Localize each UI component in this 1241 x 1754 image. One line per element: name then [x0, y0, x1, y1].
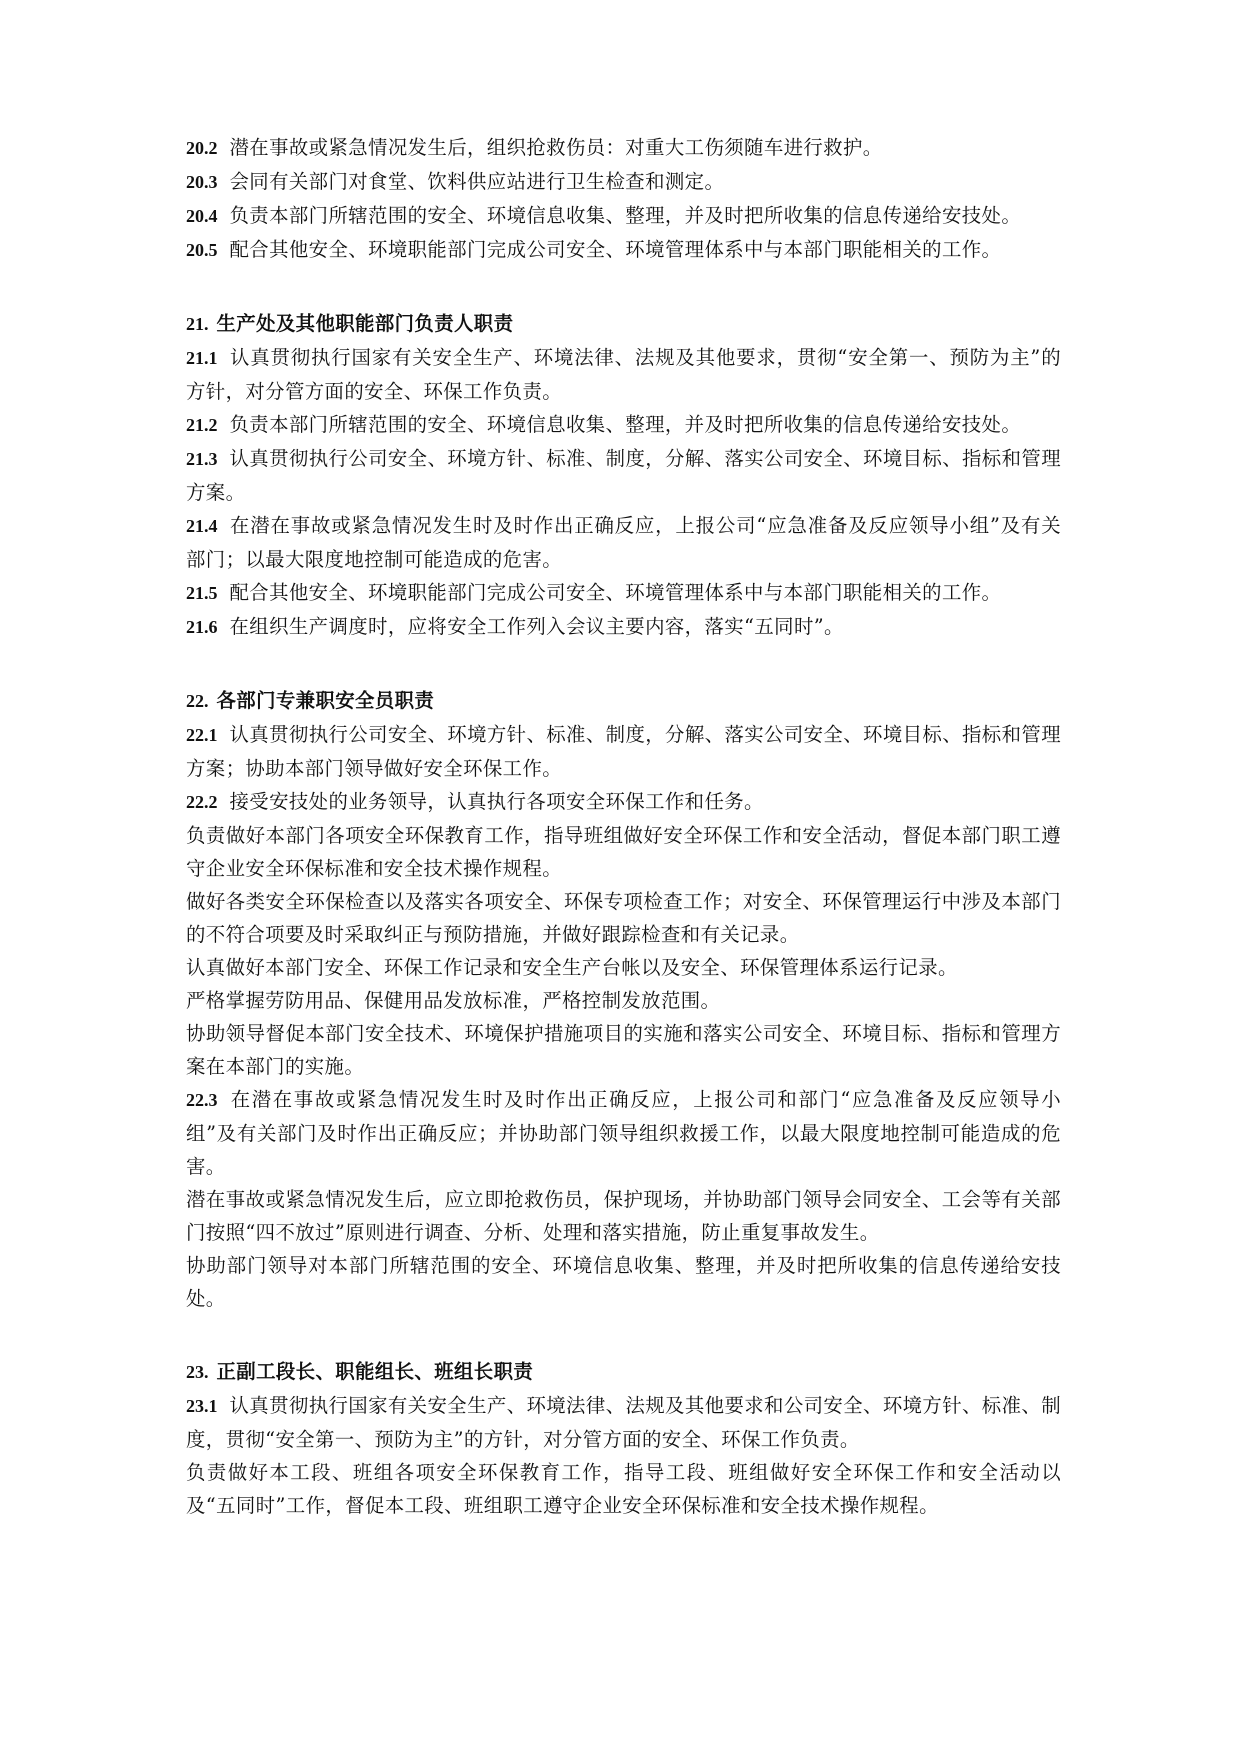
clause-paragraph	[186, 233, 1061, 267]
section-gap	[186, 644, 1061, 684]
clause-text: 潜在事故或紧急情况发生后，应立即抢救伤员，保护现场，并协助部门领导会同安全、工会等有关部门按照“四不放过”原则进行调查、分析、处理和落实措施，防止重复事故发生。	[186, 1188, 1061, 1244]
clause-text: 做好各类安全环保检查以及落实各项安全、环保专项检查工作；对安全、环保管理运行中涉及本部门的不符合项要及时采取纠正与预防措施，并做好跟踪检查和有关记录。	[186, 890, 1061, 946]
clause-paragraph	[186, 1183, 1061, 1249]
clause-paragraph	[186, 785, 1061, 819]
section-heading	[186, 307, 1061, 341]
clause-paragraph	[186, 1083, 1061, 1183]
clause-paragraph	[186, 819, 1061, 885]
section-heading	[186, 1355, 1061, 1389]
clause-text: 潜在事故或紧急情况发生后，组织抢救伤员：对重大工伤须随车进行救护。	[229, 136, 883, 159]
clause-text: 配合其他安全、环境职能部门完成公司安全、环境管理体系中与本部门职能相关的工作。	[229, 581, 1002, 604]
clause-text: 认真贯彻执行国家有关安全生产、环境法律、法规及其他要求和公司安全、环境方针、标准、制度，贯彻“安全第一、预防为主”的方针，对分管方面的安全、环保工作负责。	[186, 1394, 1061, 1451]
clause-paragraph	[186, 509, 1061, 576]
clause-paragraph	[186, 1249, 1061, 1315]
clause-paragraph	[186, 199, 1061, 233]
clause-number: 20.5	[186, 240, 218, 260]
clause-paragraph	[186, 718, 1061, 785]
clause-text: 在潜在事故或紧急情况发生时及时作出正确反应，上报公司和部门“应急准备及反应领导小组”及有关部门及时作出正确反应；并协助部门领导组织救援工作，以最大限度地控制可能造成的危害。	[186, 1088, 1061, 1178]
clause-number: 22.1	[186, 725, 218, 745]
clause-text: 协助部门领导对本部门所辖范围的安全、环境信息收集、整理，并及时把所收集的信息传递给安技处。	[186, 1254, 1061, 1310]
clause-number: 21.3	[186, 449, 218, 469]
clause-number: 21.5	[186, 583, 218, 603]
clause-number: 22.3	[186, 1090, 218, 1110]
clause-paragraph	[186, 576, 1061, 610]
clause-text: 会同有关部门对食堂、饮料供应站进行卫生检查和测定。	[229, 170, 725, 193]
clause-number: 22.2	[186, 792, 218, 812]
clause-paragraph	[186, 165, 1061, 199]
clause-text: 负责做好本部门各项安全环保教育工作，指导班组做好安全环保工作和安全活动，督促本部门职工遵守企业安全环保标准和安全技术操作规程。	[186, 824, 1061, 880]
clause-paragraph	[186, 951, 1061, 984]
clause-paragraph	[186, 1389, 1061, 1456]
clause-text: 接受安技处的业务领导，认真执行各项安全环保工作和任务。	[229, 790, 764, 813]
clause-paragraph	[186, 885, 1061, 951]
clause-number: 21.4	[186, 516, 218, 536]
clause-text: 认真贯彻执行公司安全、环境方针、标准、制度，分解、落实公司安全、环境目标、指标和管理方案；协助本部门领导做好安全环保工作。	[186, 723, 1061, 780]
clause-number: 20.3	[186, 172, 218, 192]
document-body	[186, 131, 1061, 1522]
clause-text: 负责本部门所辖范围的安全、环境信息收集、整理，并及时把所收集的信息传递给安技处。	[229, 413, 1022, 436]
section-heading-text: 生产处及其他职能部门负责人职责	[216, 312, 514, 335]
clause-paragraph	[186, 1017, 1061, 1083]
clause-text: 协助领导督促本部门安全技术、环境保护措施项目的实施和落实公司安全、环境目标、指标和管理方案在本部门的实施。	[186, 1022, 1061, 1078]
section-heading-text: 各部门专兼职安全员职责	[216, 689, 435, 712]
clause-text: 认真贯彻执行公司安全、环境方针、标准、制度，分解、落实公司安全、环境目标、指标和管理方案。	[186, 447, 1061, 504]
clause-text: 负责做好本工段、班组各项安全环保教育工作，指导工段、班组做好安全环保工作和安全活动以及“五同时”工作，督促本工段、班组职工遵守企业安全环保标准和安全技术操作规程。	[186, 1461, 1061, 1517]
clause-text: 认真做好本部门安全、环保工作记录和安全生产台帐以及安全、环保管理体系运行记录。	[186, 956, 958, 979]
section-heading-number: 23.	[186, 1362, 209, 1382]
clause-text: 负责本部门所辖范围的安全、环境信息收集、整理，并及时把所收集的信息传递给安技处。	[229, 204, 1022, 227]
section-heading-number: 22.	[186, 691, 209, 711]
clause-number: 23.1	[186, 1396, 218, 1416]
section-heading	[186, 684, 1061, 718]
clause-text: 严格掌握劳防用品、保健用品发放标准，严格控制发放范围。	[186, 989, 721, 1012]
clause-paragraph	[186, 610, 1061, 644]
clause-paragraph	[186, 442, 1061, 509]
section-heading-text: 正副工段长、职能组长、班组长职责	[216, 1360, 534, 1383]
clause-text: 在潜在事故或紧急情况发生时及时作出正确反应，上报公司“应急准备及反应领导小组”及有关部门；以最大限度地控制可能造成的危害。	[186, 514, 1061, 571]
clause-number: 20.4	[186, 206, 218, 226]
clause-text: 认真贯彻执行国家有关安全生产、环境法律、法规及其他要求，贯彻“安全第一、预防为主”的方针，对分管方面的安全、环保工作负责。	[186, 346, 1061, 403]
clause-text: 配合其他安全、环境职能部门完成公司安全、环境管理体系中与本部门职能相关的工作。	[229, 238, 1002, 261]
clause-number: 21.6	[186, 617, 218, 637]
section-heading-number: 21.	[186, 314, 209, 334]
clause-number: 21.2	[186, 415, 218, 435]
section-gap	[186, 1315, 1061, 1355]
clause-number: 20.2	[186, 138, 218, 158]
clause-paragraph	[186, 1456, 1061, 1522]
section-gap	[186, 267, 1061, 307]
clause-paragraph	[186, 131, 1061, 165]
clause-paragraph	[186, 341, 1061, 408]
clause-number: 21.1	[186, 348, 218, 368]
clause-paragraph	[186, 408, 1061, 442]
clause-text: 在组织生产调度时，应将安全工作列入会议主要内容，落实“五同时”。	[229, 615, 844, 638]
clause-paragraph	[186, 984, 1061, 1017]
